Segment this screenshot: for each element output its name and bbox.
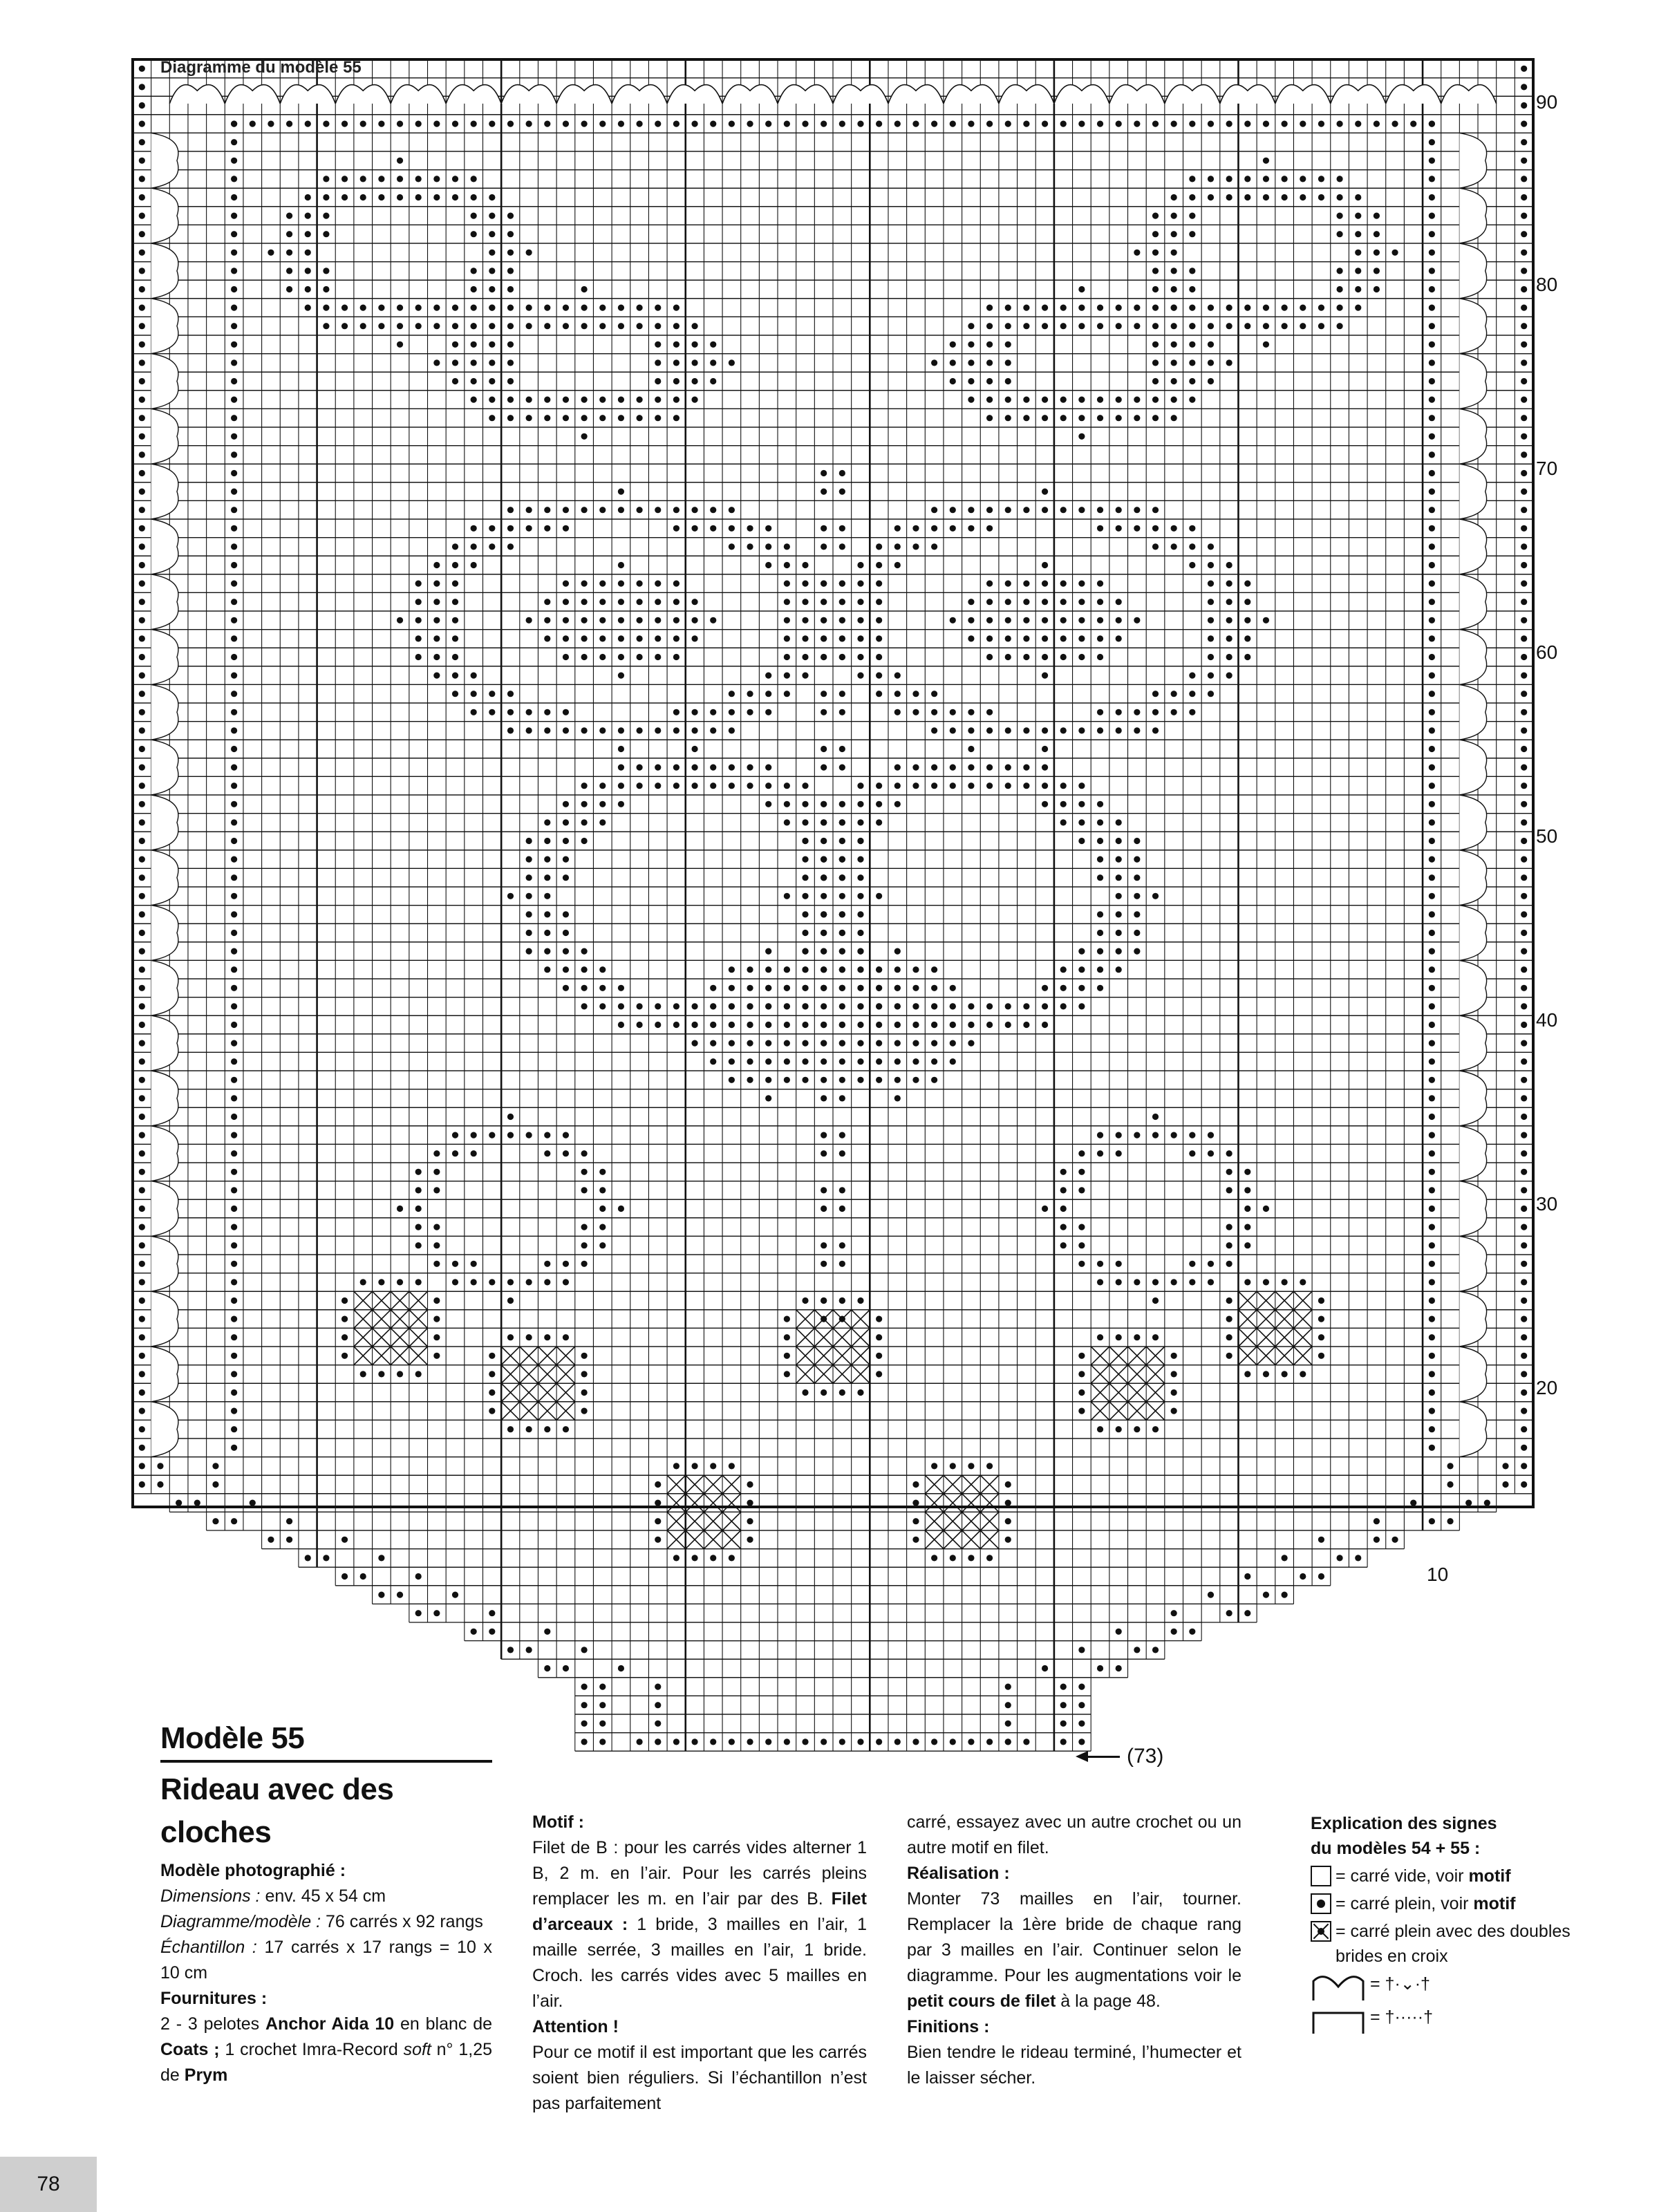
flat-bar-icon [1311,2005,1366,2035]
dimensions-label: Dimensions : [160,1886,261,1906]
motif-heading: Motif : [532,1812,584,1832]
sample-label: Échantillon : [160,1938,257,1957]
legend-title-1: Explication des signes [1311,1814,1497,1833]
diagram-value: 76 carrés x 92 rangs [321,1912,483,1931]
row-label-20: 20 [1536,1377,1558,1398]
row-label-60: 60 [1536,641,1558,663]
empty-square-icon [1311,1866,1331,1886]
realisation-column [907,1810,1241,2091]
row-label-50: 50 [1536,825,1558,847]
finitions-text: Bien tendre le rideau terminé, l’humecter et le laisser sécher. [907,2043,1241,2088]
attention-text: Pour ce motif il est important que les carrés soient bien réguliers. Si l’échantillon n’est pas parfaitement [532,2043,867,2113]
row-label-90: 90 [1536,91,1558,113]
row-label-70: 70 [1536,458,1558,479]
diagram-label: Diagramme/modèle : [160,1912,321,1931]
dimensions-value: env. 45 x 54 cm [260,1886,386,1906]
supplies-heading: Fournitures : [160,1989,268,2008]
attention-heading: Attention ! [532,2017,619,2036]
model-heading [160,1721,492,1854]
legend-full-square: = carré plein, voir motif [1311,1891,1601,1916]
sample-value: 17 carrés x 17 rangs = 10 x 10 cm [160,1938,492,1983]
motif-text: Filet de B : pour les carrés vides alterner 1 B, 2 m. en l’air. Pour les carrés pleins remplacer les m. en l’air par des B. Filet d’arceaux : 1 bride, 3 mailles en l’air, 1 maille serrée, 3 mailles en l’air, 1 bride. Croch. les carrés vides avec 5 mailles en l’air. [532,1838,867,2011]
filled-square-icon [1311,1893,1331,1914]
legend-cross-square: = carré plein avec des doubles brides en croix [1311,1919,1601,1969]
page-number: 78 [0,2157,97,2212]
supplies-text: 2 - 3 pelotes Anchor Aida 10 en blanc de Coats ; 1 crochet Imra-Record soft n° 1,25 de Prym [160,2014,493,2085]
start-row-count: (73) [1127,1745,1164,1768]
left-arrow-icon [1078,1756,1120,1758]
legend-arch: = †·⌄·† [1311,1971,1601,2002]
arch-icon [1311,1971,1366,2002]
motif-column [532,1810,867,2117]
cross-square-icon [1311,1921,1331,1942]
chart-caption: Diagramme du modèle 55 [160,58,362,77]
photographed-model-column [160,1858,492,2088]
realisation-heading: Réalisation : [907,1864,1010,1883]
realisation-text: Monter 73 mailles en l’air, tourner. Remplacer la 1ère bride de chaque rang par 3 mailles en l’air. Continuer selon le diagramme. Pour les augmentations voir le petit cours de filet à la page 48. [907,1889,1241,2011]
row-label-10: 10 [1427,1564,1449,1585]
symbol-legend [1311,1811,1601,2035]
legend-empty-square: = carré vide, voir motif [1311,1864,1601,1888]
legend-flat-bar: = †·····† [1311,2005,1601,2035]
model-subtitle: Rideau avec des cloches [160,1772,394,1849]
row-label-30: 30 [1536,1193,1558,1215]
row-label-80: 80 [1536,274,1558,295]
finitions-heading: Finitions : [907,2017,990,2036]
model-title: Modèle 55 [160,1721,305,1755]
row-label-40: 40 [1536,1009,1558,1031]
start-row-marker [1078,1745,1163,1768]
continued-text: carré, essayez avec un autre crochet ou un autre motif en filet. [907,1812,1241,1857]
title-rule [160,1760,492,1763]
photographed-heading: Modèle photographié : [160,1861,346,1880]
legend-title-2: du modèles 54 + 55 : [1311,1839,1481,1858]
